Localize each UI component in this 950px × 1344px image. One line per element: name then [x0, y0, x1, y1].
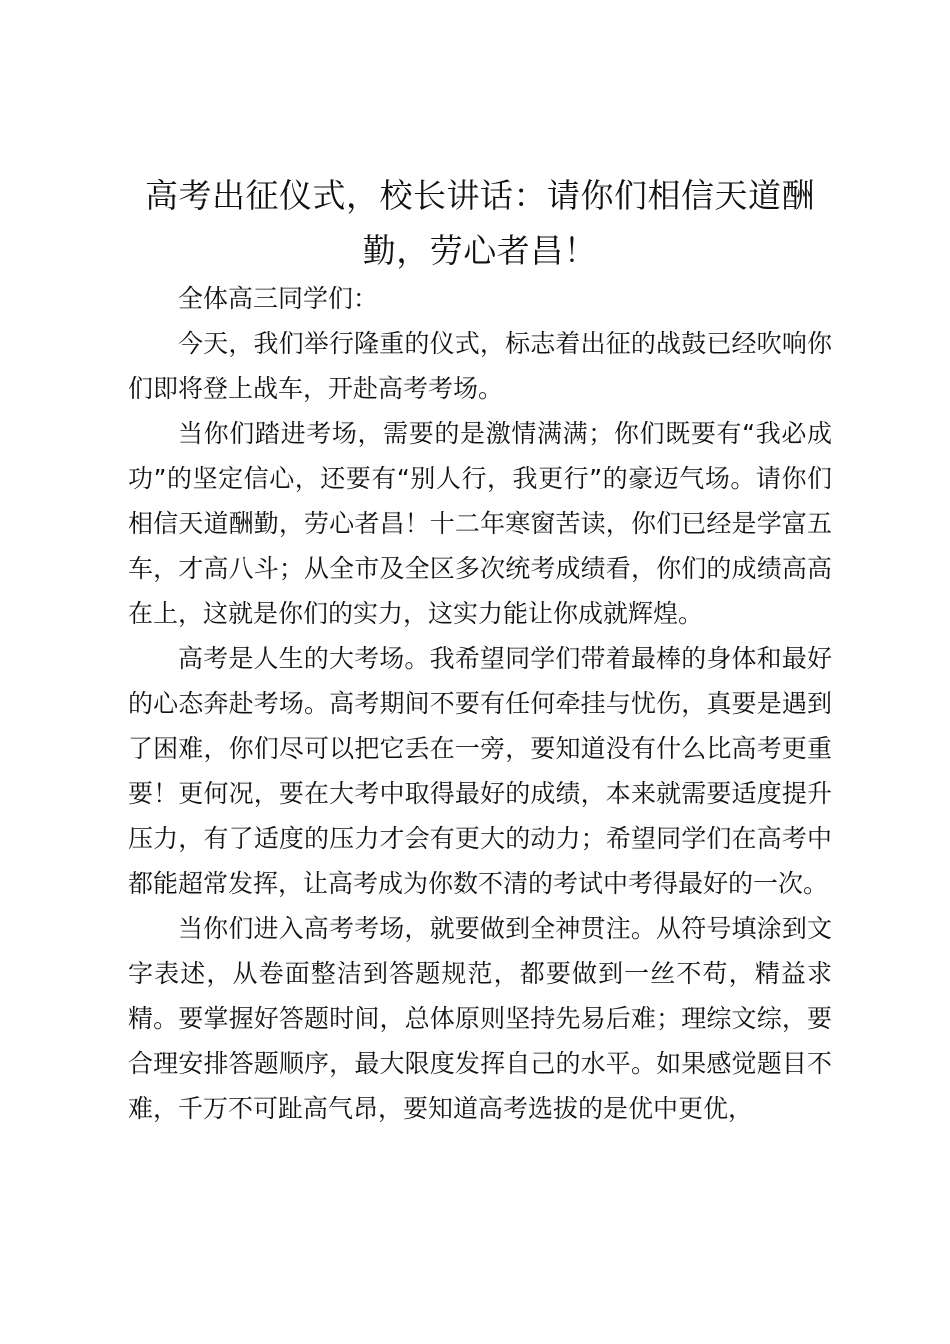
salutation: 全体高三同学们：: [178, 284, 379, 313]
paragraph: 今天，我们举行隆重的仪式，标志着出征的战鼓已经吹响你们即将登上战车，开赴高考考场。: [128, 329, 832, 403]
paragraph: 当你们进入高考考场，就要做到全神贯注。从符号填涂到文字表述，从卷面整洁到答题规范，都要做到一丝不苟，精益求精。要掌握好答题时间，总体原则坚持先易后难；理综文综，要合理安排答题顺序，最大限度发挥自己的水平。如果感觉题目不难，千万不可趾高气昂，要知道高考选拔的是优中更优，: [128, 914, 832, 1123]
document-body: [128, 276, 832, 1131]
paragraph: 高考是人生的大考场。我希望同学们带着最棒的身体和最好的心态奔赴考场。高考期间不要有任何牵挂与忧伤，真要是遇到了困难，你们尽可以把它丢在一旁，要知道没有什么比高考更重要！更何况，要在大考中取得最好的成绩，本来就需要适度提升压力，有了适度的压力才会有更大的动力；希望同学们在高考中都能超常发挥，让高考成为你数不清的考试中考得最好的一次。: [128, 644, 832, 898]
paragraph: 当你们踏进考场，需要的是激情满满；你们既要有“我必成功”的坚定信心，还要有“别人行，我更行”的豪迈气场。请你们相信天道酬勤，劳心者昌！十二年寒窗苦读，你们已经是学富五车，才高八斗；从全市及全区多次统考成绩看，你们的成绩高高在上，这就是你们的实力，这实力能让你成就辉煌。: [128, 419, 832, 628]
document-title: 高考出征仪式，校长讲话：请你们相信天道酬勤，劳心者昌！: [145, 176, 815, 270]
